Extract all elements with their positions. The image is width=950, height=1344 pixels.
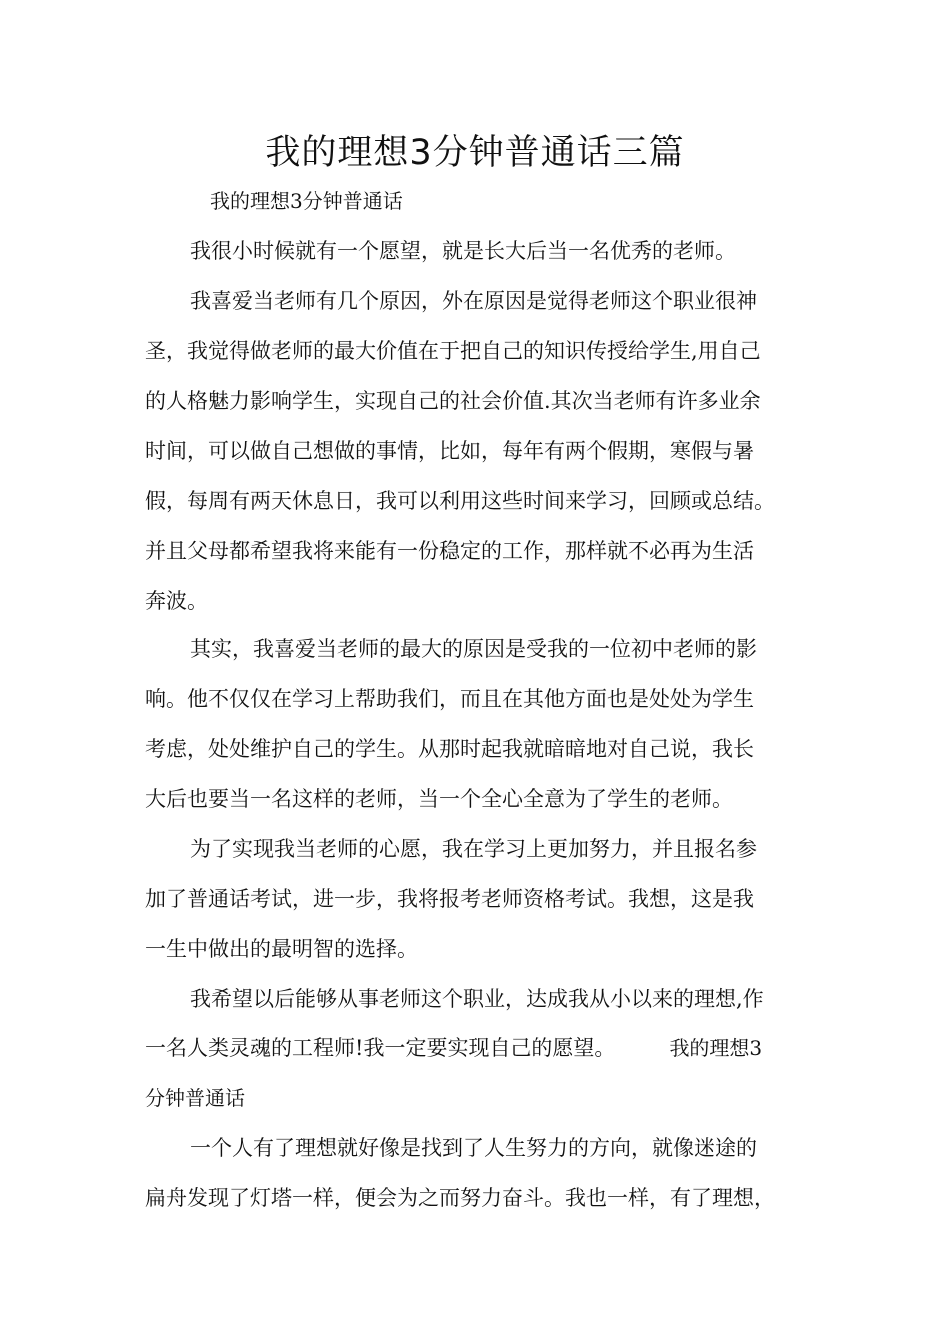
text-line: 大后也要当一名这样的老师，当一个全心全意为了学生的老师。 [145, 787, 733, 811]
text-line: 假，每周有两天休息日，我可以利用这些时间来学习，回顾或总结。 [145, 489, 775, 513]
text-line: 时间，可以做自己想做的事情，比如，每年有两个假期，寒假与暑 [145, 439, 754, 463]
text-line: 奔波。 [145, 589, 208, 613]
text-line: 加了普通话考试，进一步，我将报考老师资格考试。我想，这是我 [145, 887, 754, 911]
section-heading: 我的理想3分钟普通话 [210, 189, 403, 213]
text-line: 为了实现我当老师的心愿，我在学习上更加努力，并且报名参 [190, 837, 757, 861]
text-line: 的人格魅力影响学生，实现自己的社会价值.其次当老师有许多业余 [145, 389, 761, 413]
text-line: 其实，我喜爱当老师的最大的原因是受我的一位初中老师的影 [190, 637, 757, 661]
document-title: 我的理想3分钟普通话三篇 [265, 133, 685, 173]
text-line: 并且父母都希望我将来能有一份稳定的工作，那样就不必再为生活 [145, 539, 754, 563]
text-line: 考虑，处处维护自己的学生。从那时起我就暗暗地对自己说，我长 [145, 737, 754, 761]
text-line: 扁舟发现了灯塔一样，便会为之而努力奋斗。我也一样，有了理想， [145, 1186, 775, 1210]
text-line: 分钟普通话 [145, 1086, 245, 1110]
text-line: 一个人有了理想就好像是找到了人生努力的方向，就像迷途的 [190, 1136, 757, 1160]
text-line: 一生中做出的最明智的选择。 [145, 937, 418, 961]
text-line: 我很小时候就有一个愿望，就是长大后当一名优秀的老师。 [190, 239, 736, 263]
text-line-content: 一名人类灵魂的工程师!我一定要实现自己的愿望。 [145, 1036, 616, 1060]
text-line: 响。他不仅仅在学习上帮助我们，而且在其他方面也是处处为学生 [145, 687, 754, 711]
text-line: 我喜爱当老师有几个原因，外在原因是觉得老师这个职业很神 [190, 289, 757, 313]
text-line: 我希望以后能够从事老师这个职业，达成我从小以来的理想,作 [190, 987, 764, 1011]
text-line: 圣，我觉得做老师的最大价值在于把自己的知识传授给学生,用自己 [145, 339, 761, 363]
text-line [145, 1033, 762, 1063]
inline-section-heading: 我的理想3 [669, 1036, 763, 1060]
